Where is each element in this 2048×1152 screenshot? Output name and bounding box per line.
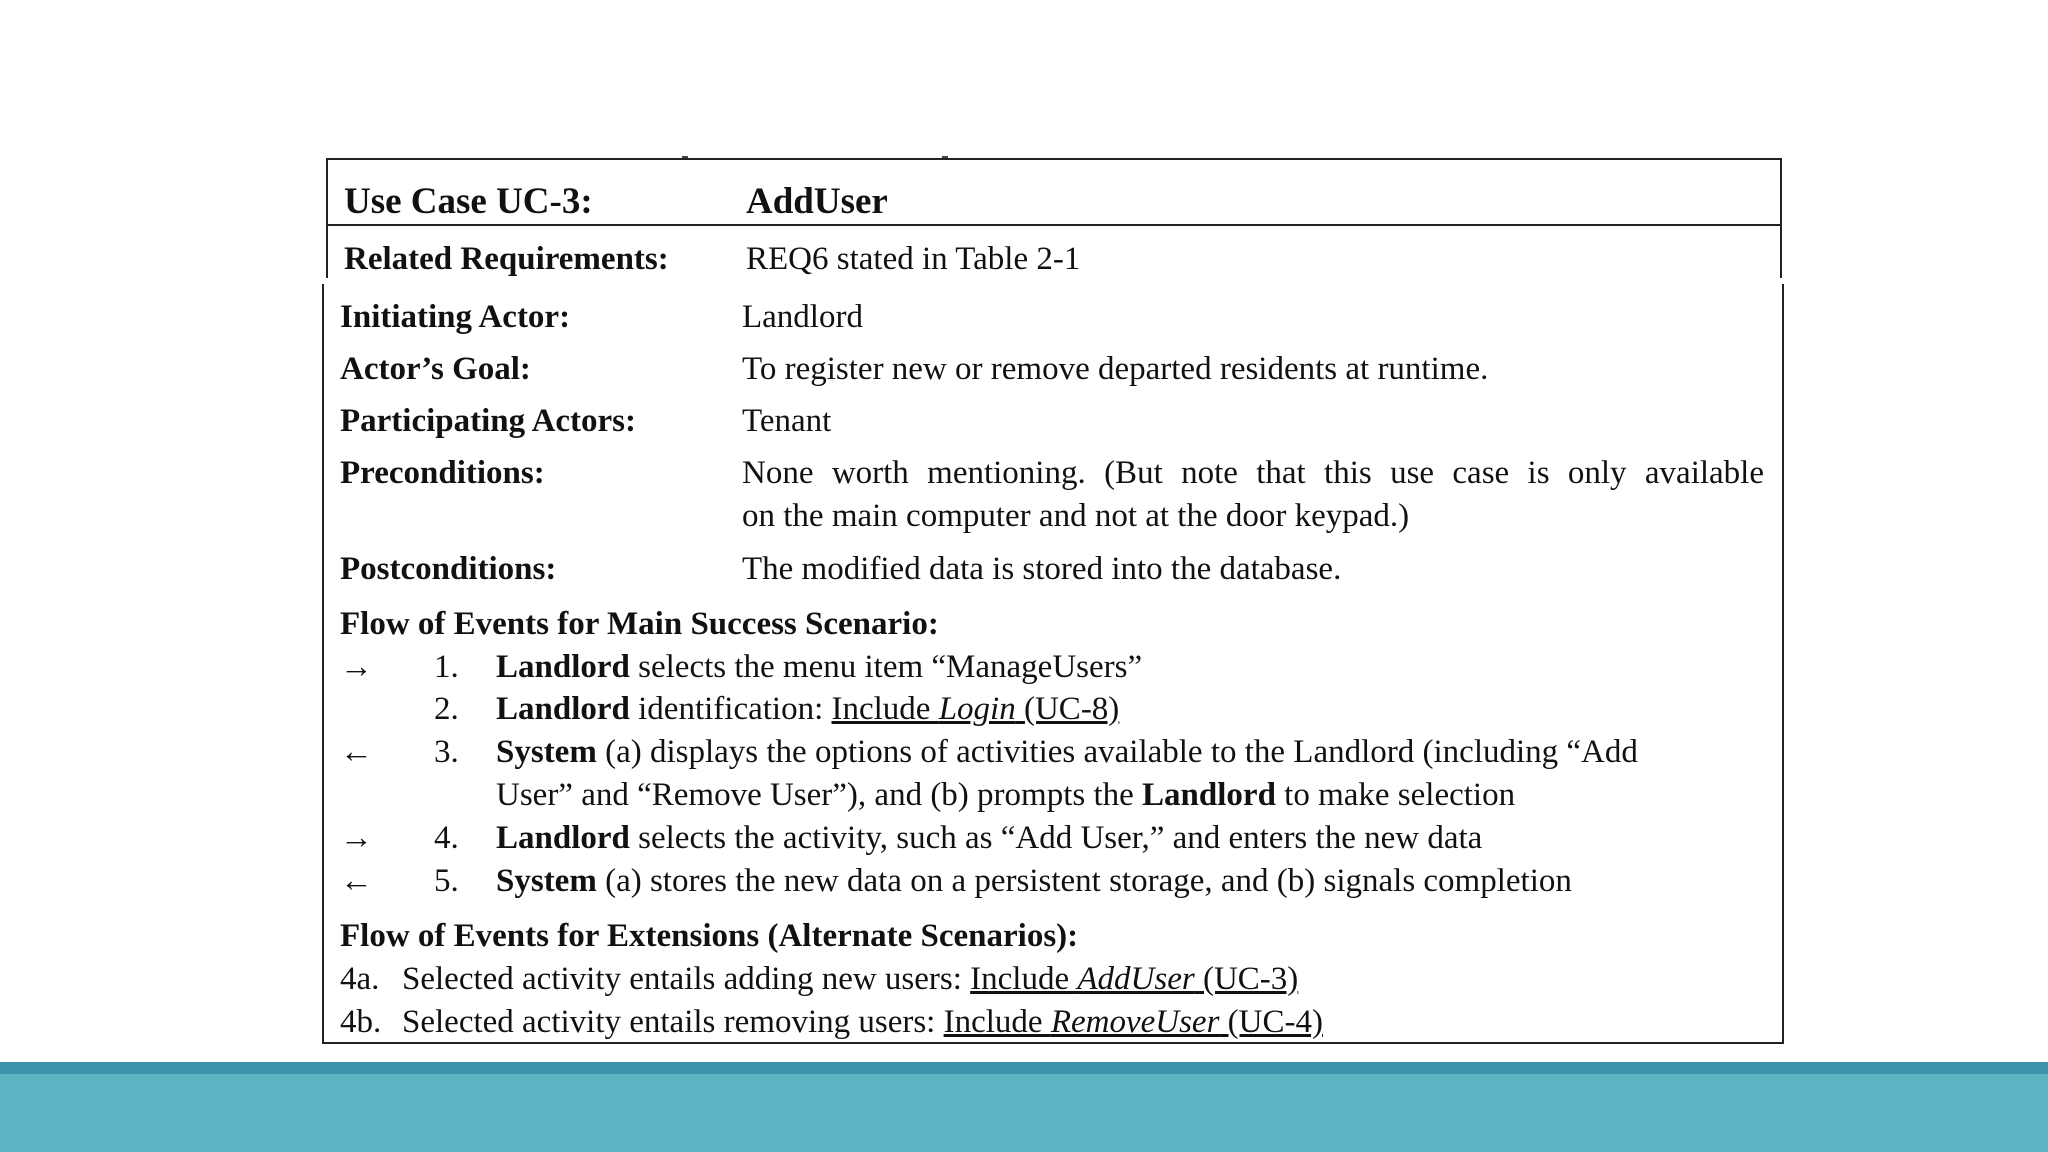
initiating-actor-value: Landlord — [742, 299, 863, 335]
step-actor: System — [496, 734, 597, 770]
step-actor: Landlord — [496, 691, 630, 727]
link-italic: Login — [938, 691, 1016, 727]
step-text — [496, 731, 1638, 774]
step-text — [496, 860, 1572, 903]
step-number: 4. — [434, 820, 459, 856]
use-case-id-label: Use Case UC-3: — [344, 181, 593, 222]
postconditions-label: Postconditions: — [340, 551, 557, 587]
link-suffix: (UC-3) — [1194, 961, 1299, 997]
step-description: identification: — [629, 691, 832, 727]
preconditions-label: Preconditions: — [340, 455, 545, 491]
step-description: selects the menu item “ManageUsers” — [629, 649, 1143, 685]
link-italic: AddUser — [1077, 961, 1195, 997]
extension-description: Selected activity entails adding new users: — [402, 961, 971, 997]
step-actor-inline: Landlord — [1142, 777, 1276, 813]
use-case-document — [322, 158, 1780, 1044]
clip-mark-right — [942, 148, 948, 158]
step-description-post: to make selection — [1275, 777, 1516, 813]
participating-actors-value: Tenant — [742, 403, 832, 439]
clip-mark-left — [682, 148, 688, 158]
step-text-continued — [496, 774, 1515, 817]
preconditions-value-line1: None worth mentioning. (But note that this use case is only available — [742, 455, 1764, 491]
extensions-heading: Flow of Events for Extensions (Alternate Scenarios): — [340, 918, 1079, 954]
include-adduser-link — [970, 961, 1298, 997]
step-number: 2. — [434, 691, 459, 727]
use-case-name: AddUser — [746, 181, 888, 222]
step-text — [496, 817, 1482, 860]
related-requirements-label: Related Requirements: — [344, 241, 669, 277]
link-suffix: (UC-8) — [1015, 691, 1120, 727]
extension-id: 4a. — [340, 961, 380, 997]
extension-text — [402, 1001, 1323, 1044]
arrow-left-icon: ← — [340, 734, 373, 770]
link-suffix: (UC-4) — [1219, 1004, 1323, 1040]
header-divider — [326, 224, 1782, 226]
step-text — [496, 688, 1119, 731]
include-removeuser-link — [944, 1004, 1323, 1040]
initiating-actor-label: Initiating Actor: — [340, 299, 571, 335]
participating-actors-label: Participating Actors: — [340, 403, 637, 439]
footer-rule — [0, 1062, 2048, 1074]
step-actor: Landlord — [496, 649, 630, 685]
main-flow-heading: Flow of Events for Main Success Scenario: — [340, 606, 939, 642]
arrow-right-icon: → — [340, 820, 373, 856]
step-actor: Landlord — [496, 820, 630, 856]
step-description: (a) stores the new data on a persistent storage, and (b) signals completion — [596, 863, 1572, 899]
arrow-right-icon: → — [340, 649, 373, 685]
step-number: 5. — [434, 863, 459, 899]
actors-goal-value: To register new or remove departed residents at runtime. — [742, 351, 1489, 387]
step-number: 1. — [434, 649, 459, 685]
step-actor: System — [496, 863, 597, 899]
step-text — [496, 646, 1142, 689]
arrow-left-icon: ← — [340, 863, 373, 899]
step-number: 3. — [434, 734, 459, 770]
extension-text — [402, 958, 1298, 1001]
extension-description: Selected activity entails removing users: — [402, 1004, 944, 1040]
link-prefix: Include — [943, 1004, 1051, 1040]
link-prefix: Include — [831, 691, 939, 727]
actors-goal-label: Actor’s Goal: — [340, 351, 531, 387]
footer-band — [0, 1074, 2048, 1152]
related-requirements-value: REQ6 stated in Table 2-1 — [746, 241, 1081, 277]
link-italic: RemoveUser — [1050, 1004, 1220, 1040]
postconditions-value: The modified data is stored into the database. — [742, 551, 1342, 587]
include-login-link — [832, 691, 1120, 727]
step-description: (a) displays the options of activities available to the Landlord (including “Add — [596, 734, 1638, 770]
step-description: selects the activity, such as “Add User,” and enters the new data — [629, 820, 1483, 856]
preconditions-value-line2: on the main computer and not at the door keypad.) — [742, 498, 1410, 534]
step-description-pre: User” and “Remove User”), and (b) prompts the — [496, 777, 1143, 813]
extension-id: 4b. — [340, 1004, 382, 1040]
link-prefix: Include — [970, 961, 1078, 997]
